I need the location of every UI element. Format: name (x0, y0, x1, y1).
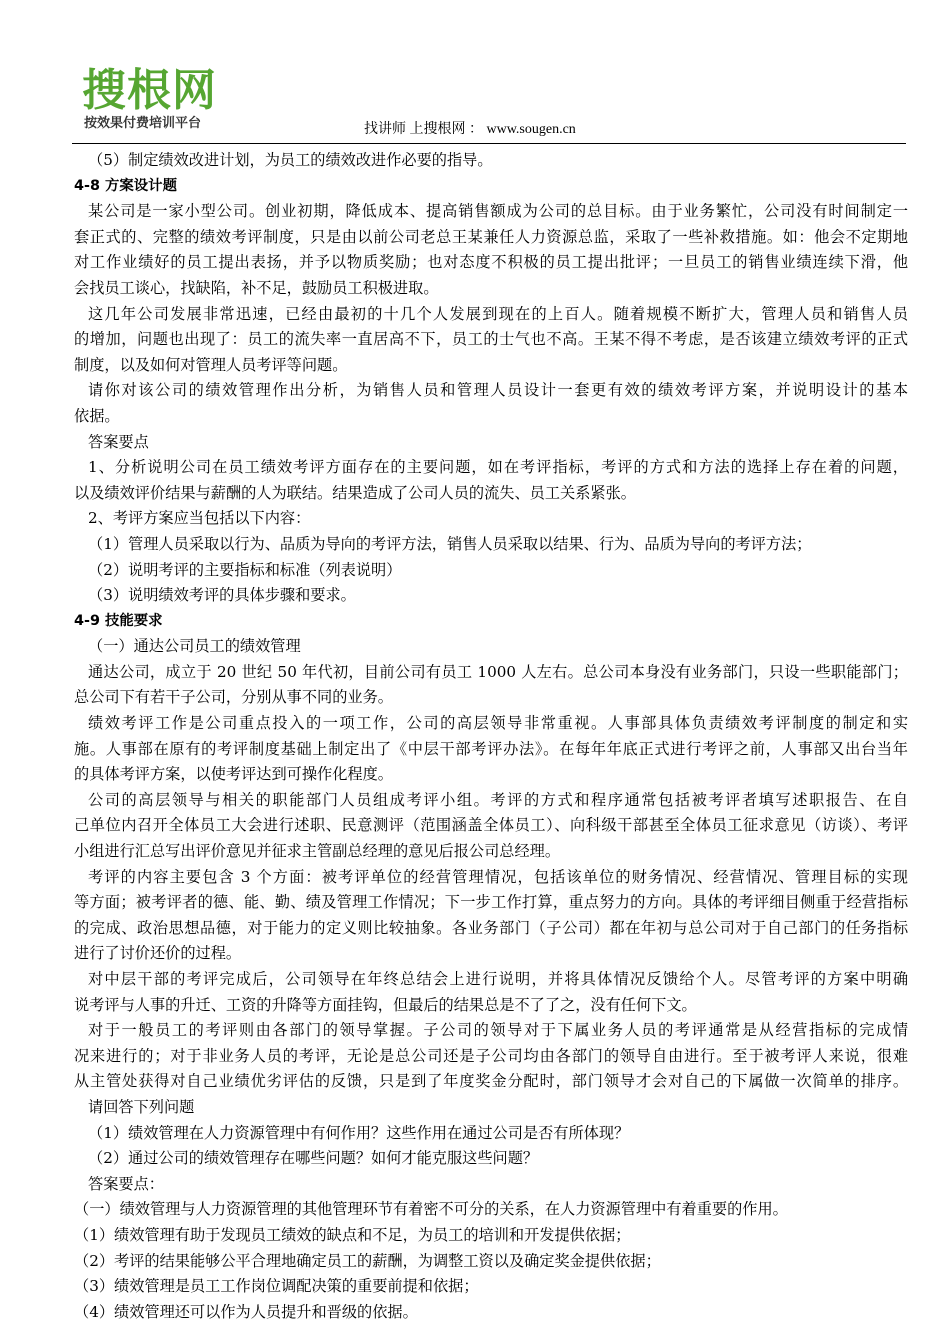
text-line: 请你对该公司的绩效管理作出分析，为销售人员和管理人员设计一套更有效的绩效考评方案，并说明设计的基本 (88, 381, 908, 400)
text-line: （3）说明绩效考评的具体步骤和要求。 (88, 586, 356, 605)
text-line: 套正式的、完整的绩效考评制度，只是由以前公司老总王某兼任人力资源总监，采取了一些补救措施。如：他会不定期地 (74, 227, 908, 246)
text-line: 制度，以及如何对管理人员考评等问题。 (74, 355, 348, 374)
header-site-line: 找讲师 上搜根网 ： www.sougen.cn (364, 122, 576, 137)
text-line: 请回答下列问题 (88, 1097, 195, 1116)
document-body (74, 148, 908, 1325)
text-line: 会找员工谈心，找缺陷，补不足，鼓励员工积极进取。 (74, 278, 439, 297)
text-line: （1）管理人员采取以行为、品质为导向的考评方法，销售人员采取以结果、行为、品质为导向的考评方法； (88, 534, 812, 553)
text-line: 小组进行汇总写出评价意见并征求主管副总经理的意见后报公司总经理。 (74, 842, 560, 861)
text-line: 的完成、政治思想品德，对于能力的定义则比较抽象。各业务部门（子公司）都在年初与总公司对于自己部门的任务指标 (74, 918, 908, 937)
text-line: （2）考评的结果能够公平合理地确定员工的薪酬，为调整工资以及确定奖金提供依据； (74, 1251, 661, 1270)
text-line: 的增加，问题也出现了：员工的流失率一直居高不下，员工的士气也不高。王某不得不考虑，是否该建立绩效考评的正式 (74, 330, 908, 349)
text-line: （4）绩效管理还可以作为人员提升和晋级的依据。 (74, 1302, 418, 1321)
text-line: 2、考评方案应当包括以下内容： (88, 509, 311, 528)
text-line: 公司的高层领导与相关的职能部门人员组成考评小组。考评的方式和程序通常包括被考评者填写述职报告、在自 (88, 790, 908, 809)
text-line: 己单位内召开全体员工大会进行述职、民意测评（范围涵盖全体员工）、向科级干部甚至全体员工征求意见（访谈）、考评 (74, 816, 908, 835)
text-line: 通达公司，成立于 20 世纪 50 年代初，目前公司有员工 1000 人左右。总公司本身没有业务部门，只设一些职能部门； (88, 662, 908, 681)
text-line: （5）制定绩效改进计划，为员工的绩效改进作必要的指导。 (88, 151, 493, 169)
text-line: 进行了讨价还价的过程。 (74, 944, 242, 963)
text-line: （1）绩效管理有助于发现员工绩效的缺点和不足，为员工的培训和开发提供依据； (74, 1225, 631, 1244)
text-line: 总公司下有若干子公司，分别从事不同的业务。 (74, 688, 393, 707)
text-line: 依据。 (74, 406, 120, 425)
text-line: 从主管处获得对自己业绩优劣评估的反馈，只是到了年度奖金分配时，部门领导才会对自己的下属做一次简单的排序。 (74, 1072, 908, 1091)
text-line: 答案要点： (88, 1174, 164, 1193)
logo-text: 搜根网 (82, 65, 217, 116)
section-heading: 4-8 方案设计题 (74, 177, 177, 194)
text-line: （1）绩效管理在人力资源管理中有何作用？这些作用在通过公司是否有所体现？ (88, 1123, 630, 1142)
text-line: （3）绩效管理是员工工作岗位调配决策的重要前提和依据； (74, 1277, 479, 1296)
header-rule (72, 143, 906, 144)
text-line: 说考评与人事的升迁、工资的升降等方面挂钩，但最后的结果总是不了了之，没有任何下文。 (74, 995, 697, 1014)
text-line: 对中层干部的考评完成后，公司领导在年终总结会上进行说明，并将具体情况反馈给个人。尽管考评的方案中明确 (88, 970, 908, 988)
text-line: 的具体考评方案，以使考评达到可操作化程度。 (74, 765, 393, 784)
section-heading: 4-9 技能要求 (74, 612, 163, 629)
text-line: 等方面；被考评者的德、能、勤、绩及管理工作情况；下一步工作打算，重点努力的方向。具体的考评细目侧重于经营指标 (74, 893, 908, 912)
text-line: （2）通过公司的绩效管理存在哪些问题？如何才能克服这些问题？ (88, 1149, 539, 1168)
logo-tagline: 按效果付费培训平台 (84, 116, 202, 131)
text-line: 以及绩效评价结果与薪酬的人为联结。结果造成了公司人员的流失、员工关系紧张。 (74, 483, 636, 502)
text-line: 对于一般员工的考评则由各部门的领导掌握。子公司的领导对于下属业务人员的考评通常是从经营指标的完成情 (88, 1021, 908, 1040)
page-header (0, 0, 950, 145)
text-line: 况来进行的；对于非业务人员的考评，无论是总公司还是子公司均由各部门的领导自由进行。至于被考评人来说，很难 (74, 1046, 908, 1065)
text-line: 某公司是一家小型公司。创业初期，降低成本、提高销售额成为公司的总目标。由于业务繁忙，公司没有时间制定一 (88, 202, 908, 221)
text-line: 1、分析说明公司在员工绩效考评方面存在的主要问题，如在考评指标，考评的方式和方法的选择上存在着的问题， (88, 458, 908, 477)
text-line: 考评的内容主要包含 3 个方面：被考评单位的经营管理情况，包括该单位的财务情况、经营情况、管理目标的实现 (88, 867, 908, 886)
text-line: 绩效考评工作是公司重点投入的一项工作，公司的高层领导非常重视。人事部具体负责绩效考评制度的制定和实 (88, 714, 908, 733)
sougen-logo (78, 66, 268, 138)
text-line: （一）通达公司员工的绩效管理 (88, 637, 301, 656)
text-line: 答案要点 (88, 432, 149, 451)
text-line: （一）绩效管理与人力资源管理的其他管理环节有着密不可分的关系，在人力资源管理中有着重要的作用。 (74, 1200, 788, 1219)
text-line: （2）说明考评的主要指标和标准（列表说明） (88, 560, 402, 579)
text-line: 对工作业绩好的员工提出表扬，并予以物质奖励；也对态度不积极的员工提出批评；一旦员工的销售业绩连续下滑，他 (74, 253, 908, 272)
text-line: 施。人事部在原有的考评制度基础上制定出了《中层干部考评办法》。在每年年底正式进行考评之前，人事部又出台当年 (74, 739, 908, 758)
text-line: 这几年公司发展非常迅速，已经由最初的十几个人发展到现在的上百人。随着规模不断扩大，管理人员和销售人员 (88, 304, 908, 323)
